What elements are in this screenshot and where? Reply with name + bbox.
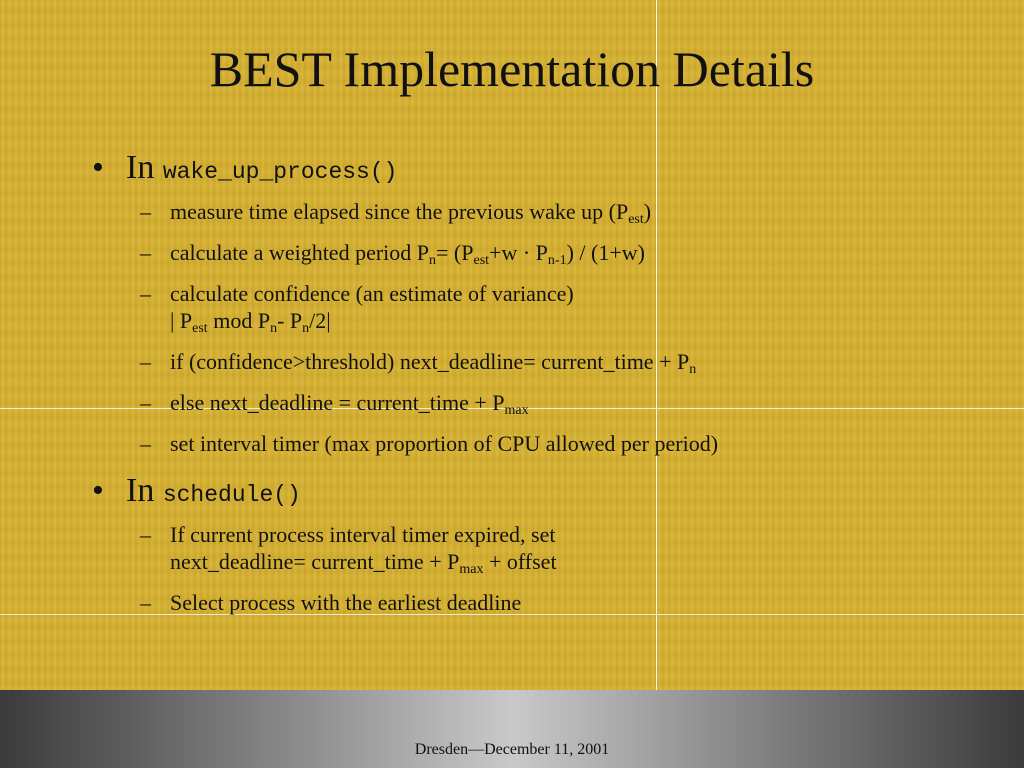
list-item — [92, 280, 992, 334]
dash-marker: – — [140, 240, 151, 265]
text: - P — [277, 308, 303, 333]
bullet-lead: In — [126, 149, 155, 186]
text: next_deadline= current_time + P — [170, 549, 460, 574]
text: +w · P — [489, 240, 548, 265]
dash-marker: – — [140, 522, 151, 547]
subscript: n-1 — [547, 253, 567, 268]
text: if (confidence>threshold) next_deadline= current_time + P — [170, 349, 690, 374]
text: ) / (1+w) — [566, 240, 645, 265]
bullet-dot: • — [92, 149, 104, 186]
subscript: est — [192, 321, 208, 336]
sub-list — [92, 198, 992, 457]
text: /2| — [309, 308, 331, 333]
bullet-schedule — [92, 471, 992, 515]
dash-marker: – — [140, 431, 151, 456]
list-item — [92, 239, 992, 266]
sub-list — [92, 521, 992, 616]
dash-marker: – — [140, 281, 151, 306]
dash-marker: – — [140, 590, 151, 615]
text: ) — [643, 199, 652, 224]
bullet-wake-up-process — [92, 148, 992, 192]
list-item — [92, 430, 992, 457]
text: else next_deadline = current_time + P — [170, 390, 505, 415]
code-function-name: wake_up_process() — [162, 159, 398, 185]
slide-title: BEST Implementation Details — [209, 41, 815, 97]
subscript: n — [302, 321, 310, 336]
subscript: n — [270, 321, 278, 336]
bullet-lead: In — [126, 472, 155, 509]
bullet-dot: • — [92, 472, 104, 509]
text: Select process with the earliest deadline — [170, 590, 522, 615]
text: calculate confidence (an estimate of variance) — [170, 281, 574, 306]
text: set interval timer (max proportion of CPU allowed per period) — [170, 431, 719, 456]
text: calculate a weighted period P — [170, 240, 430, 265]
code-function-name: schedule() — [162, 482, 301, 508]
subscript: max — [504, 403, 529, 418]
slide-content — [92, 148, 992, 630]
subscript: n — [689, 362, 697, 377]
subscript: est — [473, 253, 490, 268]
footer-date: Dresden—December 11, 2001 — [414, 741, 610, 758]
text: If current process interval timer expired, set — [170, 522, 556, 547]
text: mod P — [207, 308, 271, 333]
dash-marker: – — [140, 199, 151, 224]
text: | P — [170, 308, 193, 333]
list-item — [92, 589, 992, 616]
dash-marker: – — [140, 349, 151, 374]
list-item — [92, 348, 992, 375]
dash-marker: – — [140, 390, 151, 415]
text: measure time elapsed since the previous wake up (P — [170, 199, 629, 224]
subscript: max — [459, 562, 484, 577]
list-item — [92, 389, 992, 416]
subscript: est — [628, 212, 644, 227]
list-item — [92, 521, 992, 575]
list-item — [92, 198, 992, 225]
subscript: n — [429, 253, 437, 268]
text: = (P — [436, 240, 474, 265]
text: + offset — [483, 549, 557, 574]
